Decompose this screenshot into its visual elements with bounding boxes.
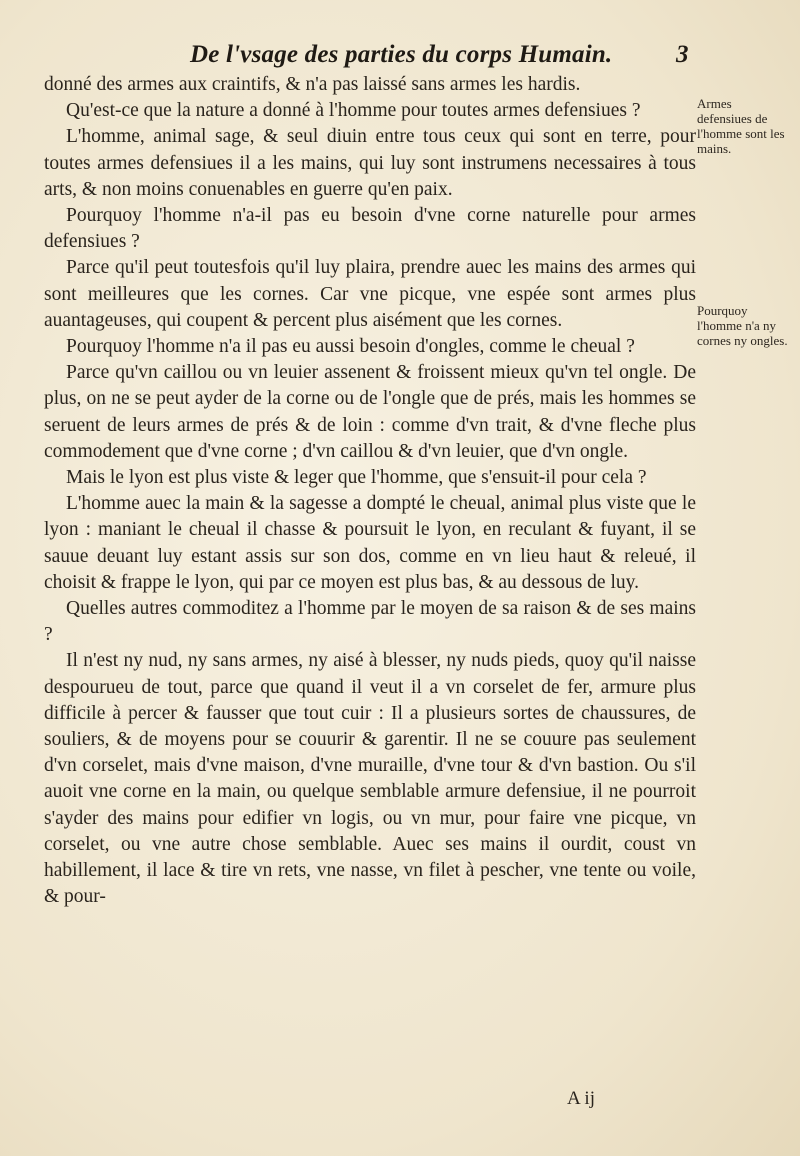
page-header (0, 40, 800, 74)
answer-paragraph: L'homme auec la main & la sagesse a dompté le cheual, animal plus viste que le lyon : maniant le cheual il chasse & poursuit le lyon, en reculant & fuyant, il se sauue deuant luy estant assis sur son dos, comme en vn lieu haut & releué, il choisit & frappe le lyon, qui par ce moyen est plus bas, & au dessous de luy. (44, 493, 696, 593)
answer-paragraph: Parce qu'il peut toutesfois qu'il luy plaira, prendre auec les mains des armes qui sont meilleures que les cornes. Car vne picque, vne espée sont armes plus auantageuses, qui coupent & percent plus aisément que les cornes. (44, 257, 696, 331)
running-title: De l'vsage des parties du corps Humain. (190, 41, 613, 68)
body-text (44, 72, 696, 911)
answer-paragraph: Parce qu'vn caillou ou vn leuier assenent & froissent mieux qu'vn tel ongle. De plus, on ne se peut ayder de la corne ou de l'ongle que de prés, mais les hommes se seruent de leurs armes de prés & de loin : comme d'vn trait, & d'vne fleche plus commodement que d'vne corne ; d'vn caillou & d'vn leuier, que d'vn ongle. (44, 362, 696, 462)
question-paragraph: Qu'est-ce que la nature a donné à l'homme pour toutes armes defensiues ? (66, 100, 641, 122)
question-paragraph: Quelles autres commoditez a l'homme par le moyen de sa raison & de ses mains ? (44, 598, 696, 646)
paragraph: donné des armes aux craintifs, & n'a pas laissé sans armes les hardis. (44, 74, 581, 95)
question-paragraph: Pourquoy l'homme n'a-il pas eu besoin d'vne corne naturelle pour armes defensiues ? (44, 205, 696, 253)
question-paragraph: Mais le lyon est plus viste & leger que l'homme, que s'ensuit-il pour cela ? (66, 467, 647, 489)
question-paragraph: Pourquoy l'homme n'a il pas eu aussi besoin d'ongles, comme le cheual ? (66, 336, 635, 358)
margin-note-cornes-ongles: Pourquoy l'homme n'a ny cornes ny ongles. (697, 303, 788, 348)
answer-paragraph: L'homme, animal sage, & seul diuin entre tous ceux qui sont en terre, pour toutes armes defensiues il a les mains, qui luy sont instrumens necessaires à tous arts, & non moins conuenables en guerre qu'en paix. (44, 126, 696, 200)
page-number: 3 (676, 41, 689, 68)
answer-paragraph: Il n'est ny nud, ny sans armes, ny aisé à blesser, ny nuds pieds, quoy qu'il naisse despourueu de tout, parce que quand il veut il a vn corselet de fer, armure plus difficile à percer & fausser que tout cuir : Il a plusieurs sortes de chaussures, de souliers, & de moyens pour se couurir & garentir. Il ne se couure pas seulement d'vn corselet, mais d'vne maison, d'vne muraille, d'vne tour & d'vn bastion. Ou s'il auoit vne corne en la main, ou quelque semblable armure defensiue, il ne pourroit s'ayder des mains pour edifier vn logis, ou vn mur, pour faire vne picque, vn corselet, ou vne autre chose semblable. Auec ses mains il ourdit, coust vn habillement, il lace & tire vn rets, vne nasse, vn filet à pescher, vne tente ou voile, & pour- (44, 650, 696, 908)
signature-mark: A ij (567, 1088, 595, 1109)
margin-note-armes-defensiues: Armes defensiues de l'homme sont les mains. (697, 96, 785, 156)
